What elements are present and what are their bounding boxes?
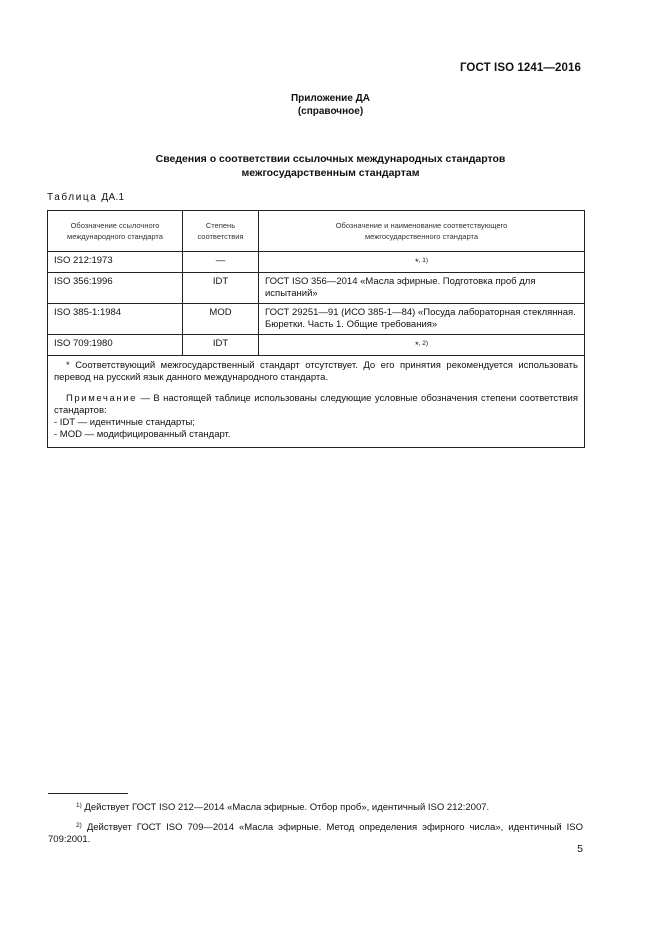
footnote-text: Действует ГОСТ ISO 709—2014 «Масла эфирные. Метод определения эфирного числа», идентичный ISO 709:2001. (48, 822, 584, 845)
cell-reference: ISO 212:1973 (48, 252, 183, 273)
reference-table (47, 210, 585, 448)
footnote-ref: , 1) (418, 257, 429, 264)
footnote-ref: , 2) (418, 340, 429, 347)
table-row (48, 273, 585, 304)
cell-degree: — (183, 252, 259, 273)
appendix-kind: (справочное) (297, 106, 364, 117)
cell-reference: ISO 356:1996 (48, 273, 183, 304)
footnote-mark: 2) (76, 822, 82, 829)
footnote-1 (48, 800, 583, 814)
footnote-2 (48, 820, 583, 846)
cell-reference: ISO 385-1:1984 (48, 304, 183, 335)
asterisk-note: * Соответствующий межгосударственный стандарт отсутствует. До его принятия рекомендуется использовать перевод на русский язык данного международного стандарта. (54, 360, 578, 383)
note-label: Примечание (66, 393, 137, 404)
header-interstate-standard: Обозначение и наименование соответствующего межгосударственного стандарта (259, 211, 585, 252)
footnote-text: Действует ГОСТ ISO 212—2014 «Масла эфирные. Отбор проб», идентичный ISO 212:2007. (84, 802, 490, 813)
section-title (0, 153, 661, 180)
footnotes (48, 800, 583, 852)
cell-standard-name: *$^{, 1)}$ (259, 252, 585, 273)
table-row (48, 252, 585, 273)
table-caption (47, 192, 124, 203)
header-conformity-degree: Степень соответствия (183, 211, 259, 252)
table-note-row (48, 356, 585, 448)
table-row (48, 304, 585, 335)
page-number: 5 (577, 843, 583, 855)
note-paragraph (54, 393, 578, 417)
table-caption-number: ДА.1 (101, 192, 125, 203)
header-reference-standard: Обозначение ссылочного международного стандарта (48, 211, 183, 252)
section-title-line1: Сведения о соответствии ссылочных международных стандартов (155, 153, 506, 165)
cell-degree: IDT (183, 273, 259, 304)
footnote-mark: 1) (76, 802, 82, 809)
appendix-heading (0, 92, 661, 118)
cell-standard-name: *$^{, 2)}$ (259, 335, 585, 356)
table-header-row (48, 211, 585, 252)
appendix-title: Приложение ДА (290, 93, 371, 104)
note-item-mod: - MOD — модифицированный стандарт. (54, 429, 231, 440)
note-item-idt: - IDT — идентичные стандарты; (54, 417, 195, 428)
section-title-line2: межгосударственным стандартам (241, 166, 420, 179)
cell-standard-name: ГОСТ ISO 356—2014 «Масла эфирные. Подготовка проб для испытаний» (259, 273, 585, 304)
footnote-separator (48, 793, 128, 794)
cell-degree: IDT (183, 335, 259, 356)
cell-reference: ISO 709:1980 (48, 335, 183, 356)
note-text: — В настоящей таблице использованы следующие условные обозначения степени соответствия стандартов: (54, 393, 578, 416)
table-caption-word: Таблица (47, 192, 98, 203)
cell-standard-name: ГОСТ 29251—91 (ИСО 385-1—84) «Посуда лабораторная стеклянная. Бюретки. Часть 1. Общие требования» (259, 304, 585, 335)
document-code: ГОСТ ISO 1241—2016 (459, 62, 581, 74)
cell-degree: MOD (183, 304, 259, 335)
table-row (48, 335, 585, 356)
table-note (48, 356, 585, 448)
